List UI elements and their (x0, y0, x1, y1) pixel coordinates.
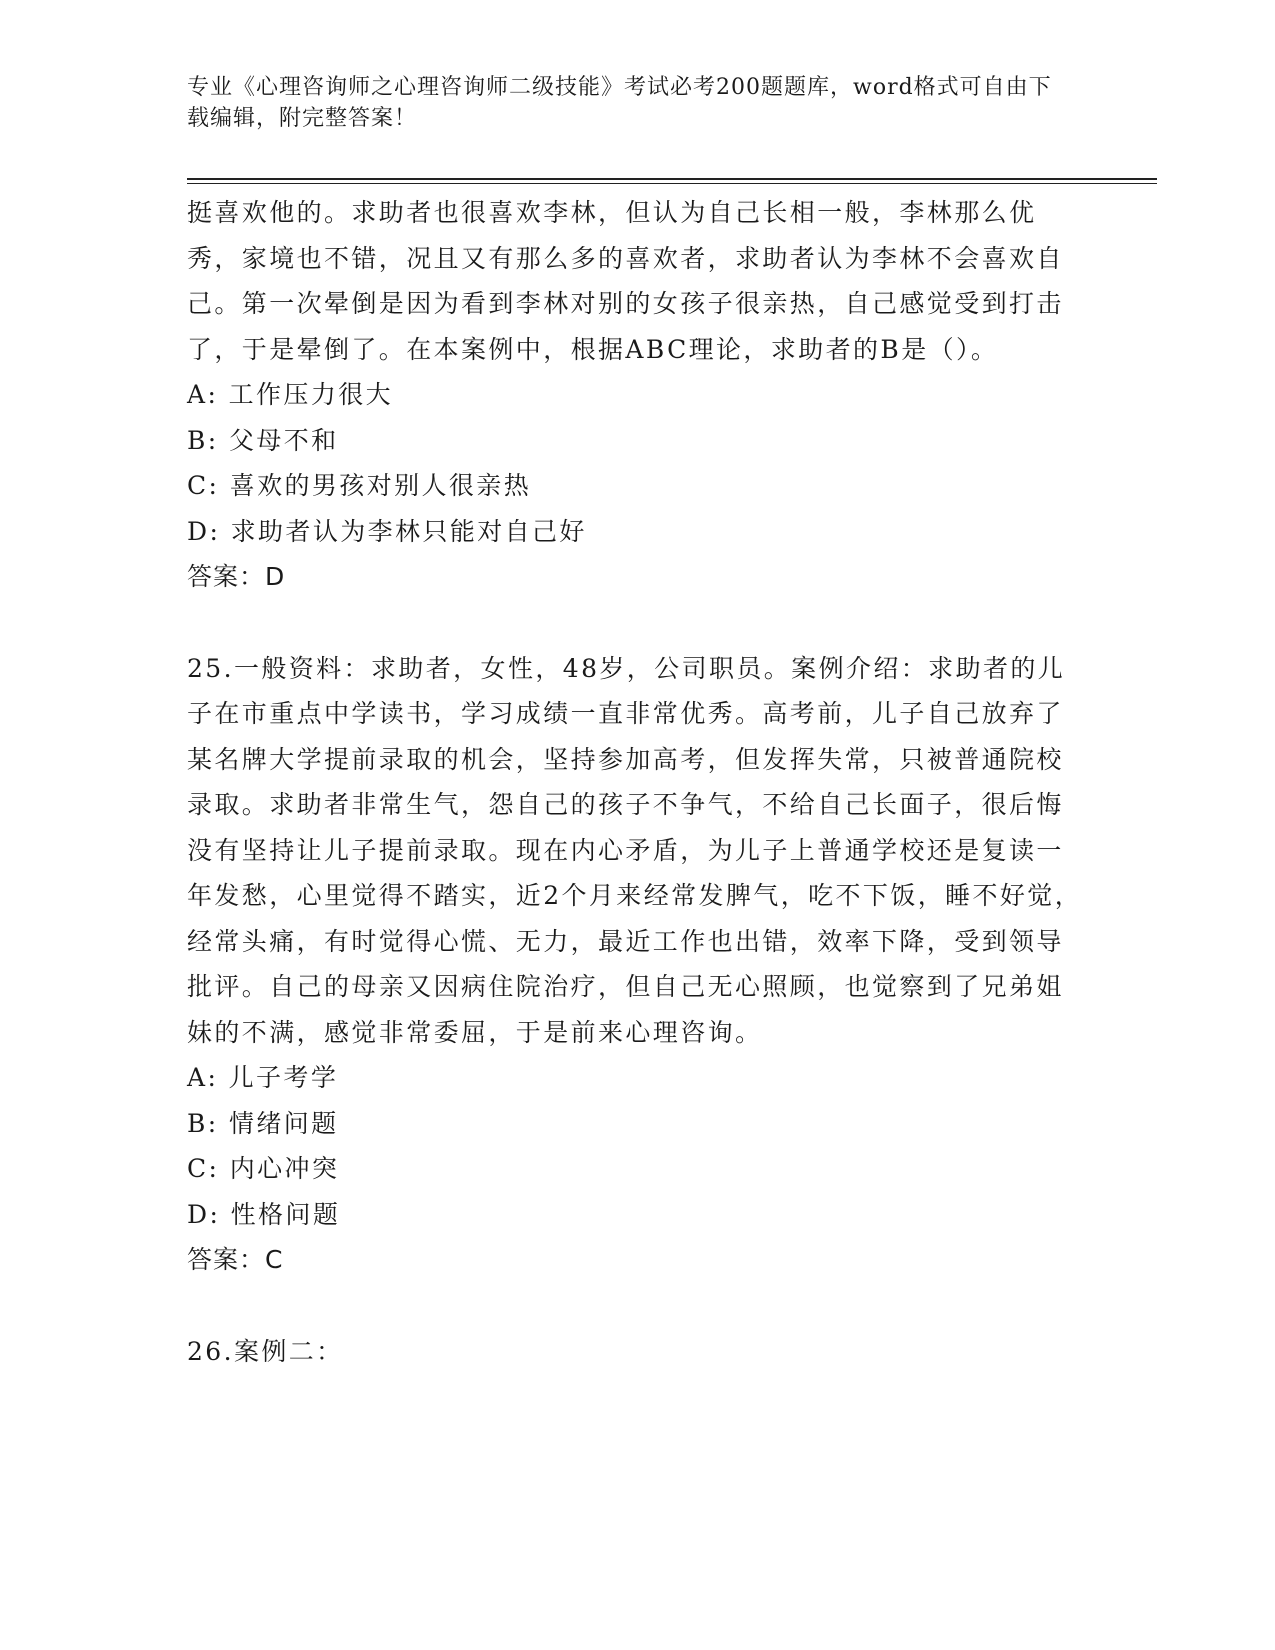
option-a: A: 儿子考学 (187, 1063, 339, 1092)
document-body (187, 190, 1087, 1374)
section-spacer (187, 1283, 1087, 1329)
question-stem: 挺喜欢他的。求助者也很喜欢李林，但认为自己长相一般，李林那么优秀，家境也不错，况且又有那么多的喜欢者，求助者认为李林不会喜欢自己。第一次晕倒是因为看到李林对别的女孩子很亲热，自己感觉受到打击了，于是晕倒了。在本案例中，根据ABC理论，求助者的B是（）。 (187, 198, 1064, 364)
option-c: C: 喜欢的男孩对别人很亲热 (187, 471, 532, 500)
header-divider-thin (187, 183, 1157, 184)
section-spacer (187, 600, 1087, 646)
option-d: D: 求助者认为李林只能对自己好 (187, 516, 587, 546)
header-title: 专业《心理咨询师之心理咨询师二级技能》考试必考200题题库，word格式可自由下载编辑，附完整答案！ (187, 75, 1052, 131)
option-d: D: 性格问题 (187, 1199, 341, 1229)
question-24 (187, 190, 1087, 600)
document-header (187, 72, 1067, 134)
question-26 (187, 1329, 1087, 1375)
question-stem: 26.案例二： (187, 1336, 344, 1366)
option-a: A: 工作压力很大 (187, 380, 394, 409)
question-stem: 25.一般资料：求助者，女性，48岁，公司职员。案例介绍：求助者的儿子在市重点中学读书，学习成绩一直非常优秀。高考前，儿子自己放弃了某名牌大学提前录取的机会，坚持参加高考，但发挥失常，只被普通院校录取。求助者非常生气，怨自己的孩子不争气，不给自己长面子，很后悔没有坚持让儿子提前录取。现在内心矛盾，为儿子上普通学校还是复读一年发愁，心里觉得不踏实，近2个月来经常发脾气，吃不下饭，睡不好觉，经常头痛，有时觉得心慌、无力，最近工作也出错，效率下降，受到领导批评。自己的母亲又因病住院治疗，但自己无心照顾，也觉察到了兄弟姐妹的不满，感觉非常委屈，于是前来心理咨询。 (187, 653, 1083, 1047)
answer-line: 答案：C (187, 1245, 284, 1274)
header-divider-thick (187, 178, 1157, 180)
option-c: C: 内心冲突 (187, 1154, 340, 1183)
option-b: B: 父母不和 (187, 425, 339, 455)
question-25 (187, 646, 1087, 1283)
answer-line: 答案：D (187, 562, 286, 591)
option-b: B: 情绪问题 (187, 1108, 339, 1138)
